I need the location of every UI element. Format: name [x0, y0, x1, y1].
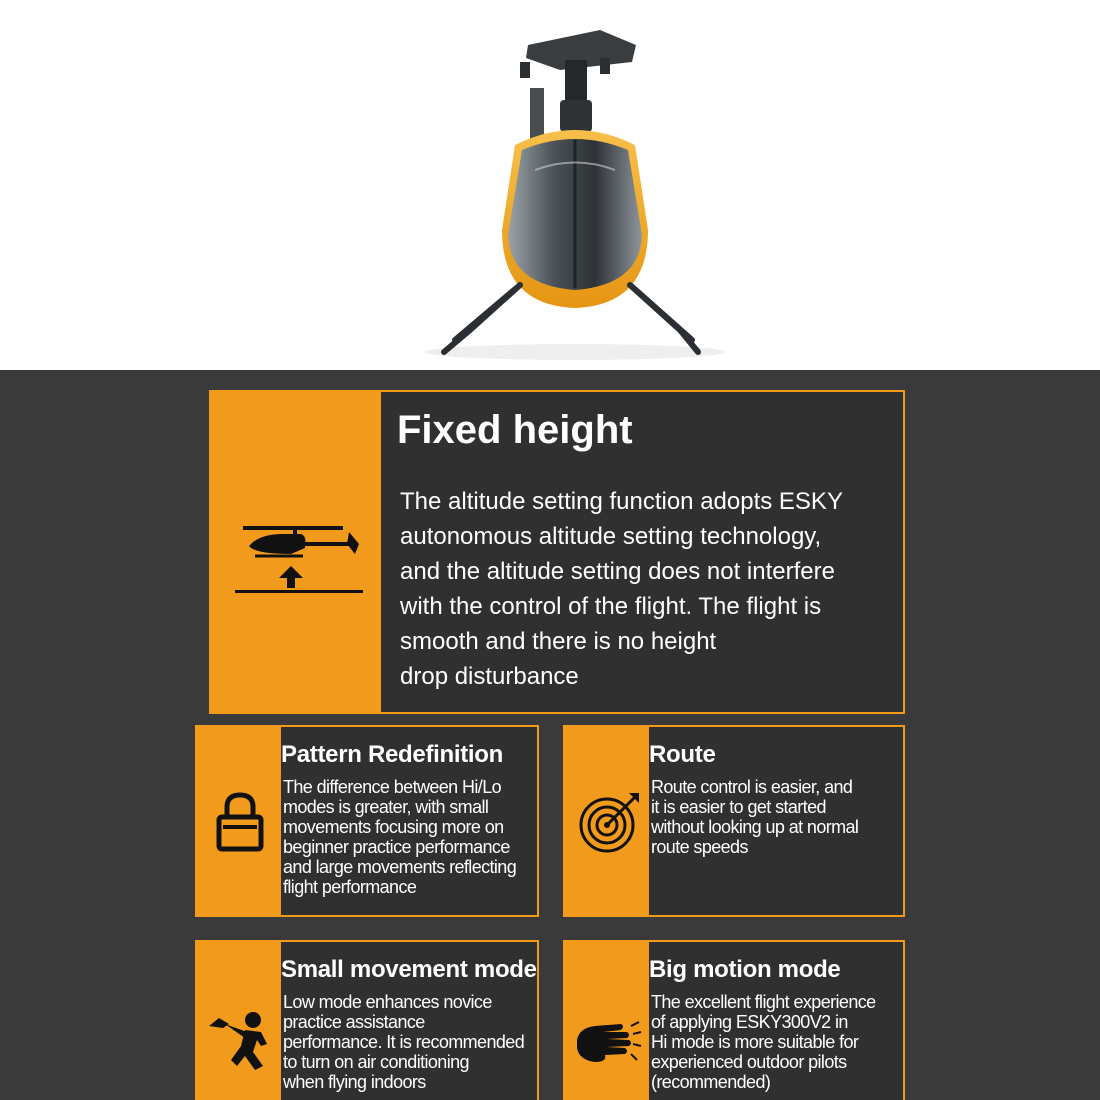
description-line: to turn on air conditioning	[283, 1052, 469, 1072]
description-line: The excellent flight experience	[651, 992, 876, 1012]
feature-icon-panel	[565, 942, 649, 1100]
feature-title: Pattern Redefinition	[281, 741, 504, 768]
feature-card-small-movement-mode	[195, 940, 539, 1100]
description-line: practice assistance	[283, 1012, 425, 1032]
description-line: Route control is easier, and	[651, 777, 853, 797]
helicopter-altitude-icon	[231, 520, 371, 600]
description-line: and the altitude setting does not interfere	[400, 558, 835, 585]
feature-icon-panel	[197, 942, 281, 1100]
feature-description	[400, 484, 880, 694]
hand-gesture-icon	[573, 1018, 643, 1068]
description-line: of applying ESKY300V2 in	[651, 1012, 848, 1032]
description-line: flight performance	[283, 877, 417, 897]
feature-card-route	[563, 725, 905, 917]
description-line: drop disturbance	[400, 663, 579, 690]
lock-icon	[215, 791, 265, 853]
feature-title: Big motion mode	[649, 956, 841, 983]
feature-title: Small movement mode	[281, 956, 537, 983]
description-line: smooth and there is no height	[400, 628, 717, 655]
description-line: route speeds	[651, 837, 748, 857]
feature-card-pattern-redefinition	[195, 725, 539, 917]
pilot-throwing-icon	[205, 1010, 275, 1072]
feature-icon-panel	[211, 392, 381, 712]
description-line: when flying indoors	[283, 1072, 426, 1092]
feature-title: Route	[649, 741, 716, 768]
description-line: modes is greater, with small	[283, 797, 489, 817]
description-line: experienced outdoor pilots	[651, 1052, 847, 1072]
description-line: Low mode enhances novice	[283, 992, 492, 1012]
feature-title: Fixed height	[397, 408, 633, 452]
feature-description	[651, 992, 876, 1092]
target-icon	[577, 789, 643, 855]
feature-card-fixed-height	[209, 390, 905, 714]
helicopter-image	[0, 0, 1100, 370]
feature-description	[283, 992, 524, 1092]
description-line: without looking up at normal	[651, 817, 859, 837]
feature-icon-panel	[197, 727, 281, 915]
description-line: autonomous altitude setting technology,	[400, 523, 822, 550]
description-line: beginner practice performance	[283, 837, 510, 857]
product-hero	[0, 0, 1100, 370]
description-line: (recommended)	[651, 1072, 771, 1092]
description-line: movements focusing more on	[283, 817, 504, 837]
description-line: it is easier to get started	[651, 797, 826, 817]
description-line: The altitude setting function adopts ESKY	[400, 488, 843, 515]
feature-description	[651, 777, 858, 857]
description-line: with the control of the flight. The flight is	[400, 593, 822, 620]
description-line: Hi mode is more suitable for	[651, 1032, 859, 1052]
feature-card-big-motion-mode	[563, 940, 905, 1100]
description-line: and large movements reflecting	[283, 857, 517, 877]
description-line: performance. It is recommended	[283, 1032, 525, 1052]
description-line: The difference between Hi/Lo	[283, 777, 502, 797]
feature-description	[283, 777, 516, 897]
feature-icon-panel	[565, 727, 649, 915]
